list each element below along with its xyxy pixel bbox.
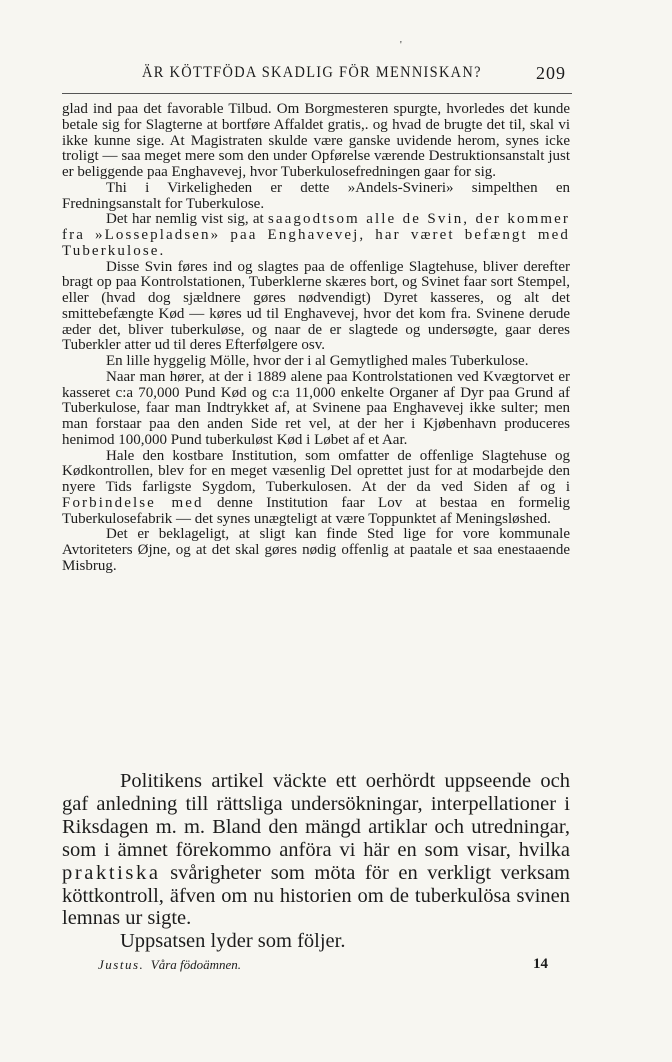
main-paragraph-1-intro: Politikens artikel väckte ett oerhördt uppseende och gaf anledning till rättsliga undersökningar, interpellationer i Riksdagen m. m. Bland den mängd artiklar och utredningar, som i ämnet förekommo anföra vi här en som visar, hvilka [62,770,570,861]
quote-paragraph-5: En lille hyggelig Mölle, hvor der i al Gemytlighed males Tuberkulose. [106,353,529,369]
header-rule [62,93,572,94]
running-title: ÄR KÖTTFÖDA SKADLIG FÖR MENNISKAN? [142,64,482,81]
main-paragraph-2: Uppsatsen lyder som följer. [120,930,346,953]
main-paragraph-1-spaced-emphasis: praktiska [62,861,161,884]
quote-paragraph-3 [62,212,570,259]
signature-mark [98,957,241,973]
quote-paragraph-8: Det er beklageligt, at sligt kan finde Sted lige for vore kommunale Avtoriteters Øjne, og at det skal gøres nødig offenlig at paatale et saa enestaaende Misbrug. [62,526,570,574]
quote-paragraph-3-spaced-emphasis: saagodtsom alle de Svin, der kommer fra »Lossepladsen» paa Enghavevej, har været befængt med Tuberkulose. [62,211,570,259]
quote-paragraph-7-outro: denne Institution faar Lov at bestaa en formelig Tuberkulosefabrik — det synes unægteligt at være Toppunktet af Meningsløshed. [62,494,570,527]
page-header [62,64,574,86]
tick-mark: ' [400,40,402,51]
quote-paragraph-7-spaced-emphasis: Forbindelse med [62,494,204,511]
sheet-number: 14 [533,956,548,972]
signature-book-title: Våra födoämnen. [150,957,242,972]
page-number: 209 [536,63,566,83]
signature-author: Justus. [98,957,145,972]
quote-paragraph-4: Disse Svin føres ind og slagtes paa de offenlige Slagtehuse, bliver derefter bragt op paa Kontrolstationen, Tuberklerne skæres bort, og Svinet faar sort Stempel, eller (hvad dog sjældnere gøres nødvendigt) Dyret kasseres, og alt det smittebefængte Kød — køres ud til Enghavevej, hvor det kom fra. Svinene derude æder det, bliver tuberkuløse, og naar de er slagtede og undersøgte, gaar deres Tuberkler atter ud til deres Efterfølgere osv. [62,258,570,354]
quote-paragraph-2: Thi i Virkeligheden er dette »Andels-Svineri» simpelthen en Fredningsanstalt for Tuberkulose. [62,179,570,212]
page-footer [98,957,548,979]
quote-paragraph-7-intro: Hale den kostbare Institution, som omfatter de offenlige Slagtehuse og Kødkontrollen, blev for en meget væsenlig Del oprettet just for at modarbejde den nyere Tids farligste Sygdom, Tuberkulosen. At der da ved Siden af og i [62,447,570,495]
quote-paragraph-3-intro: Det har nemlig vist sig, at [106,211,264,228]
quote-paragraph-6: Naar man hører, at der i 1889 alene paa Kontrolstationen ved Kvægtorvet er kasseret c:a 70,000 Pund Kød og c:a 11,000 enkelte Organer af Dyr paa Grund af Tuberkulose, faar man Indtrykket af, at Svinene paa Enghavevej ikke sulter; men man forstaar paa den anden Side ret vel, at der her i Kjøbenhavn produceres henimod 100,000 Pund tuberkuløst Kød i Løbet af et Aar. [62,368,570,448]
main-swedish-text [62,770,570,953]
main-paragraph-1 [62,770,570,930]
quote-paragraph-1: glad ind paa det favorable Tilbud. Om Borgmesteren spurgte, hvorledes det kunde betale sig for Slagterne at bortføre Affaldet gratis,. og hvad de brugte det til, skal vi ikke kunne sige. At Magistraten skulde være ganske uvidende herom, synes icke troligt — saa meget mere som den under Opførelse værende Destruktionsanstalt just er beliggende paa Enghavevej, hvor Tuberkulosefredningen gaar for sig. [62,101,570,180]
quoted-danish-article [62,102,570,575]
quote-paragraph-7 [62,449,570,528]
main-paragraph-1-outro: svårigheter som möta för en verkligt verksam köttkontroll, äfven om nu historien om de tuberkulösa svinen lemnas ur sigte. [62,861,571,930]
